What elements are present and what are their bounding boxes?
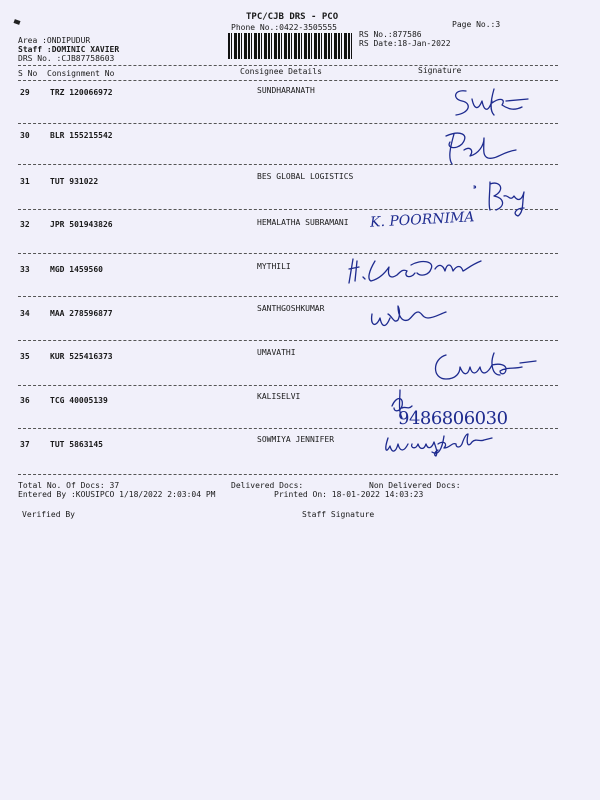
row-sno: 29: [20, 88, 30, 97]
row-consignee: HEMALATHA SUBRAMANI: [257, 218, 349, 227]
row-consignee: SANTHGOSHKUMAR: [257, 304, 325, 313]
row-consignment: TUT 5863145: [50, 440, 103, 449]
punch-mark: [13, 19, 20, 25]
divider: [18, 65, 558, 66]
entered-by: Entered By :KOUSIPCO 1/18/2022 2:03:04 PM: [18, 490, 216, 499]
column-consignment: Consignment No: [47, 69, 115, 78]
row-sno: 37: [20, 440, 30, 449]
signature-34: [366, 300, 446, 340]
printed-on: Printed On: 18-01-2022 14:03:23: [274, 490, 424, 499]
verified-by: Verified By: [22, 510, 75, 519]
column-signature: Signature: [418, 66, 462, 75]
row-sno: 31: [20, 177, 30, 186]
row-consignee: KALISELVI: [257, 392, 301, 401]
row-divider: [18, 340, 558, 341]
rs-number: RS No.:877586: [359, 30, 422, 39]
row-divider: [18, 474, 558, 475]
document-title: TPC/CJB DRS - PCO: [246, 12, 339, 22]
row-consignment: TCG 40005139: [50, 396, 108, 405]
total-docs: Total No. Of Docs: 37: [18, 481, 120, 490]
staff: Staff :DOMINIC XAVIER: [18, 45, 120, 54]
divider: [18, 80, 558, 81]
row-sno: 33: [20, 265, 30, 274]
row-consignment: MGD 1459560: [50, 265, 103, 274]
signature-31: [470, 176, 550, 216]
row-consignee: UMAVATHI: [257, 348, 296, 357]
column-sno: S No: [18, 69, 38, 78]
phone-number: Phone No.:0422-3505555: [231, 23, 337, 32]
rs-date: RS Date:18-Jan-2022: [359, 39, 451, 48]
row-consignment: MAA 278596877: [50, 309, 113, 318]
row-sno: 34: [20, 309, 30, 318]
row-divider: [18, 385, 558, 386]
row-consignment: JPR 501943826: [50, 220, 113, 229]
phone-handwriting: 9486806030: [398, 408, 508, 429]
barcode: [228, 33, 352, 59]
row-consignment: TUT 931022: [50, 177, 99, 186]
row-sno: 36: [20, 396, 30, 405]
row-consignee: SOWMIYA JENNIFER: [257, 435, 335, 444]
row-divider: [18, 253, 558, 254]
area: Area :ONDIPUDUR: [18, 36, 91, 45]
row-consignment: TRZ 120066972: [50, 88, 113, 97]
signature-35: [430, 349, 540, 385]
row-divider: [18, 296, 558, 297]
signature-29: [448, 85, 533, 125]
row-consignee: SUNDHARANATH: [257, 86, 315, 95]
column-consignee: Consignee Details: [240, 67, 322, 76]
row-consignment: BLR 155215542: [50, 131, 113, 140]
row-sno: 30: [20, 131, 30, 140]
row-consignee: MYTHILI: [257, 262, 291, 271]
row-consignee: BES GLOBAL LOGISTICS: [257, 172, 354, 181]
staff-signature: Staff Signature: [302, 510, 375, 519]
row-sno: 35: [20, 352, 30, 361]
row-sno: 32: [20, 220, 30, 229]
delivered-docs: Delivered Docs:: [231, 481, 304, 490]
signature-30: [440, 128, 530, 172]
signature-32-handwriting: K. POORNIMA: [369, 209, 475, 231]
non-delivered-docs: Non Delivered Docs:: [369, 481, 461, 490]
signature-33: [345, 255, 505, 289]
drs-number: DRS No. :CJB87758603: [18, 54, 115, 63]
page-number: Page No.:3: [452, 20, 501, 29]
signature-37: [382, 432, 502, 462]
row-consignment: KUR 525416373: [50, 352, 113, 361]
